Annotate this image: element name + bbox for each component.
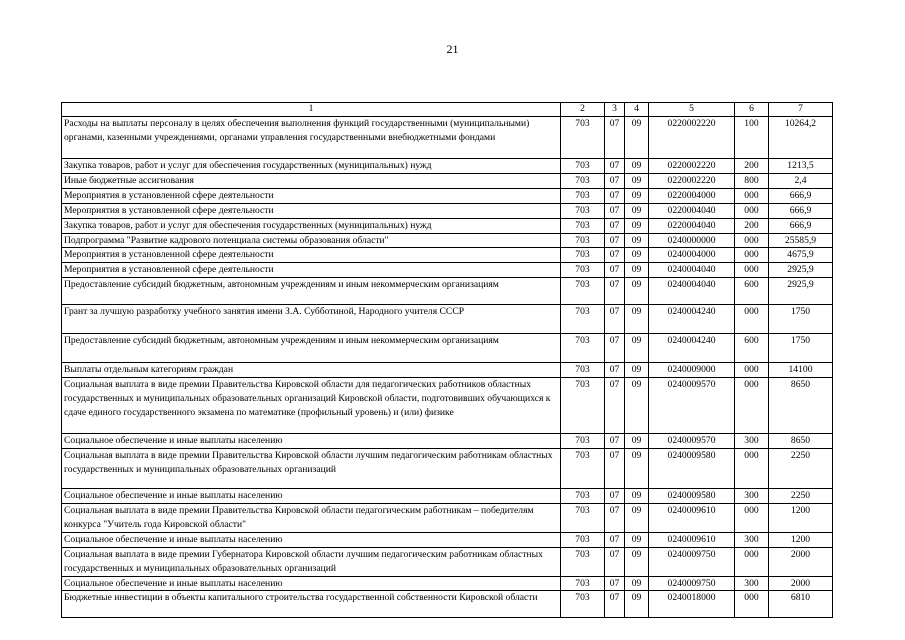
row-value-cell: 000 (735, 188, 769, 203)
column-header: 1 (62, 103, 561, 117)
table-row (62, 489, 833, 504)
row-value-cell: 703 (561, 218, 605, 233)
row-value-cell: 703 (561, 233, 605, 248)
column-header: 3 (605, 103, 625, 117)
row-value-cell: 07 (605, 117, 625, 159)
row-value-cell: 703 (561, 547, 605, 576)
row-name-cell: Выплаты отдельным категориям граждан (62, 363, 561, 378)
row-value-cell: 0240009570 (649, 378, 735, 434)
row-value-cell: 703 (561, 503, 605, 532)
row-value-cell: 703 (561, 489, 605, 504)
row-value-cell: 09 (625, 233, 649, 248)
row-value-cell: 300 (735, 434, 769, 449)
row-value-cell: 2250 (769, 449, 833, 489)
row-value-cell: 703 (561, 305, 605, 334)
row-value-cell: 0240009580 (649, 489, 735, 504)
row-value-cell: 07 (605, 188, 625, 203)
row-name-cell: Бюджетные инвестиции в объекты капитального строительства государственной собственности Кировской области (62, 591, 561, 618)
row-name-cell: Расходы на выплаты персоналу в целях обеспечения выполнения функций государственными (муниципальными) органами, казенными учреждениями, органами управления государственными внебюджетными фондами (62, 117, 561, 159)
row-value-cell: 300 (735, 576, 769, 591)
row-value-cell: 000 (735, 203, 769, 218)
table-row (62, 173, 833, 188)
row-value-cell: 07 (605, 159, 625, 174)
row-value-cell: 000 (735, 305, 769, 334)
row-value-cell: 000 (735, 503, 769, 532)
row-value-cell: 07 (605, 173, 625, 188)
row-value-cell: 09 (625, 576, 649, 591)
row-value-cell: 1200 (769, 503, 833, 532)
row-value-cell: 8650 (769, 434, 833, 449)
row-value-cell: 07 (605, 248, 625, 263)
row-value-cell: 300 (735, 532, 769, 547)
row-value-cell: 2,4 (769, 173, 833, 188)
row-value-cell: 07 (605, 305, 625, 334)
row-value-cell: 09 (625, 117, 649, 159)
row-name-cell: Грант за лучшую разработку учебного занятия имени З.А. Субботиной, Народного учителя СССР (62, 305, 561, 334)
row-value-cell: 07 (605, 503, 625, 532)
row-value-cell: 25585,9 (769, 233, 833, 248)
row-value-cell: 000 (735, 449, 769, 489)
row-value-cell: 0240004040 (649, 263, 735, 278)
row-value-cell: 0240009610 (649, 532, 735, 547)
row-value-cell: 09 (625, 378, 649, 434)
row-value-cell: 0220004040 (649, 218, 735, 233)
header-row (62, 103, 833, 117)
row-value-cell: 09 (625, 591, 649, 618)
column-header: 5 (649, 103, 735, 117)
row-value-cell: 09 (625, 248, 649, 263)
row-value-cell: 1750 (769, 334, 833, 363)
row-value-cell: 1750 (769, 305, 833, 334)
table-row (62, 218, 833, 233)
row-name-cell: Предоставление субсидий бюджетным, автономным учреждениям и иным некоммерческим организациям (62, 334, 561, 363)
row-value-cell: 09 (625, 203, 649, 218)
row-value-cell: 0220002220 (649, 117, 735, 159)
row-value-cell: 09 (625, 449, 649, 489)
row-value-cell: 07 (605, 547, 625, 576)
row-value-cell: 07 (605, 263, 625, 278)
table-row (62, 263, 833, 278)
row-value-cell: 000 (735, 547, 769, 576)
row-value-cell: 2000 (769, 576, 833, 591)
row-value-cell: 09 (625, 218, 649, 233)
row-value-cell: 703 (561, 576, 605, 591)
table-row (62, 203, 833, 218)
row-name-cell: Социальная выплата в виде премии Губернатора Кировской области лучшим педагогическим работникам областных государственных и муниципальных образовательных организаций (62, 547, 561, 576)
row-value-cell: 07 (605, 378, 625, 434)
row-value-cell: 703 (561, 188, 605, 203)
row-value-cell: 09 (625, 188, 649, 203)
table-row (62, 233, 833, 248)
row-value-cell: 666,9 (769, 218, 833, 233)
row-value-cell: 2925,9 (769, 278, 833, 305)
row-value-cell: 0220002220 (649, 173, 735, 188)
row-value-cell: 000 (735, 363, 769, 378)
row-value-cell: 703 (561, 334, 605, 363)
row-value-cell: 0240018000 (649, 591, 735, 618)
row-value-cell: 703 (561, 117, 605, 159)
row-value-cell: 09 (625, 278, 649, 305)
row-value-cell: 07 (605, 532, 625, 547)
row-value-cell: 09 (625, 305, 649, 334)
row-value-cell: 09 (625, 334, 649, 363)
row-value-cell: 2925,9 (769, 263, 833, 278)
row-name-cell: Подпрограмма "Развитие кадрового потенциала системы образования области" (62, 233, 561, 248)
row-value-cell: 0240004000 (649, 248, 735, 263)
table-row (62, 591, 833, 618)
row-value-cell: 703 (561, 278, 605, 305)
table-row (62, 363, 833, 378)
row-name-cell: Социальная выплата в виде премии Правительства Кировской области лучшим педагогическим работникам областных государственных и муниципальных образовательных организаций (62, 449, 561, 489)
column-header: 2 (561, 103, 605, 117)
table-row (62, 434, 833, 449)
row-value-cell: 800 (735, 173, 769, 188)
row-value-cell: 0240009000 (649, 363, 735, 378)
row-value-cell: 0240009570 (649, 434, 735, 449)
row-value-cell: 07 (605, 449, 625, 489)
row-value-cell: 000 (735, 263, 769, 278)
row-value-cell: 07 (605, 591, 625, 618)
row-value-cell: 10264,2 (769, 117, 833, 159)
row-value-cell: 1213,5 (769, 159, 833, 174)
row-value-cell: 0240009610 (649, 503, 735, 532)
table-row (62, 248, 833, 263)
row-name-cell: Мероприятия в установленной сфере деятельности (62, 188, 561, 203)
row-value-cell: 300 (735, 489, 769, 504)
row-value-cell: 09 (625, 263, 649, 278)
budget-table (61, 102, 833, 618)
row-value-cell: 000 (735, 591, 769, 618)
page-number: 21 (446, 42, 459, 56)
row-value-cell: 07 (605, 278, 625, 305)
row-value-cell: 100 (735, 117, 769, 159)
row-name-cell: Закупка товаров, работ и услуг для обеспечения государственных (муниципальных) нужд (62, 218, 561, 233)
row-value-cell: 07 (605, 233, 625, 248)
row-value-cell: 14100 (769, 363, 833, 378)
row-value-cell: 703 (561, 434, 605, 449)
row-value-cell: 09 (625, 503, 649, 532)
table-row (62, 188, 833, 203)
row-value-cell: 1200 (769, 532, 833, 547)
table-row (62, 278, 833, 305)
row-name-cell: Мероприятия в установленной сфере деятельности (62, 263, 561, 278)
row-value-cell: 07 (605, 203, 625, 218)
row-value-cell: 09 (625, 489, 649, 504)
row-value-cell: 07 (605, 334, 625, 363)
table-row (62, 547, 833, 576)
row-value-cell: 000 (735, 233, 769, 248)
table-row (62, 159, 833, 174)
row-value-cell: 2250 (769, 489, 833, 504)
row-value-cell: 0240009580 (649, 449, 735, 489)
row-value-cell: 200 (735, 159, 769, 174)
row-value-cell: 703 (561, 159, 605, 174)
row-value-cell: 4675,9 (769, 248, 833, 263)
row-name-cell: Социальная выплата в виде премии Правительства Кировской области педагогическим работникам – победителям конкурса "Учитель года Кировской области" (62, 503, 561, 532)
row-value-cell: 2000 (769, 547, 833, 576)
column-header: 7 (769, 103, 833, 117)
row-value-cell: 666,9 (769, 203, 833, 218)
row-value-cell: 600 (735, 278, 769, 305)
row-value-cell: 600 (735, 334, 769, 363)
row-value-cell: 07 (605, 218, 625, 233)
row-name-cell: Социальная выплата в виде премии Правительства Кировской области для педагогических работников областных государственных и муниципальных образовательных организаций Кировской области, подготовивших обучающихся к сдаче единого государственного экзамена по математике (профильный уровень) и (или) физике (62, 378, 561, 434)
row-name-cell: Социальное обеспечение и иные выплаты населению (62, 532, 561, 547)
row-value-cell: 0220004040 (649, 203, 735, 218)
table-row (62, 576, 833, 591)
table-row (62, 378, 833, 434)
row-name-cell: Социальное обеспечение и иные выплаты населению (62, 576, 561, 591)
row-value-cell: 703 (561, 263, 605, 278)
row-value-cell: 6810 (769, 591, 833, 618)
row-value-cell: 07 (605, 434, 625, 449)
row-value-cell: 09 (625, 434, 649, 449)
row-value-cell: 000 (735, 378, 769, 434)
row-value-cell: 666,9 (769, 188, 833, 203)
row-value-cell: 0220002220 (649, 159, 735, 174)
table-row (62, 305, 833, 334)
row-value-cell: 0240009750 (649, 576, 735, 591)
column-header: 6 (735, 103, 769, 117)
row-value-cell: 0240004240 (649, 334, 735, 363)
row-value-cell: 09 (625, 159, 649, 174)
row-name-cell: Закупка товаров, работ и услуг для обеспечения государственных (муниципальных) нужд (62, 159, 561, 174)
row-value-cell: 703 (561, 378, 605, 434)
row-value-cell: 8650 (769, 378, 833, 434)
row-name-cell: Социальное обеспечение и иные выплаты населению (62, 434, 561, 449)
row-value-cell: 703 (561, 203, 605, 218)
table-row (62, 117, 833, 159)
row-value-cell: 09 (625, 547, 649, 576)
row-value-cell: 703 (561, 363, 605, 378)
row-value-cell: 07 (605, 489, 625, 504)
row-value-cell: 703 (561, 591, 605, 618)
row-value-cell: 0240004040 (649, 278, 735, 305)
row-value-cell: 703 (561, 173, 605, 188)
row-value-cell: 703 (561, 449, 605, 489)
row-value-cell: 07 (605, 576, 625, 591)
row-value-cell: 09 (625, 532, 649, 547)
row-name-cell: Предоставление субсидий бюджетным, автономным учреждениям и иным некоммерческим организациям (62, 278, 561, 305)
row-name-cell: Мероприятия в установленной сфере деятельности (62, 203, 561, 218)
table-row (62, 503, 833, 532)
row-value-cell: 09 (625, 363, 649, 378)
table-row (62, 334, 833, 363)
row-value-cell: 0240004240 (649, 305, 735, 334)
row-value-cell: 0220004000 (649, 188, 735, 203)
row-value-cell: 0240009750 (649, 547, 735, 576)
row-value-cell: 703 (561, 248, 605, 263)
row-value-cell: 703 (561, 532, 605, 547)
row-name-cell: Мероприятия в установленной сфере деятельности (62, 248, 561, 263)
row-name-cell: Иные бюджетные ассигнования (62, 173, 561, 188)
table-row (62, 449, 833, 489)
row-value-cell: 09 (625, 173, 649, 188)
row-value-cell: 0240000000 (649, 233, 735, 248)
column-header: 4 (625, 103, 649, 117)
table-row (62, 532, 833, 547)
row-value-cell: 200 (735, 218, 769, 233)
row-value-cell: 000 (735, 248, 769, 263)
row-name-cell: Социальное обеспечение и иные выплаты населению (62, 489, 561, 504)
row-value-cell: 07 (605, 363, 625, 378)
